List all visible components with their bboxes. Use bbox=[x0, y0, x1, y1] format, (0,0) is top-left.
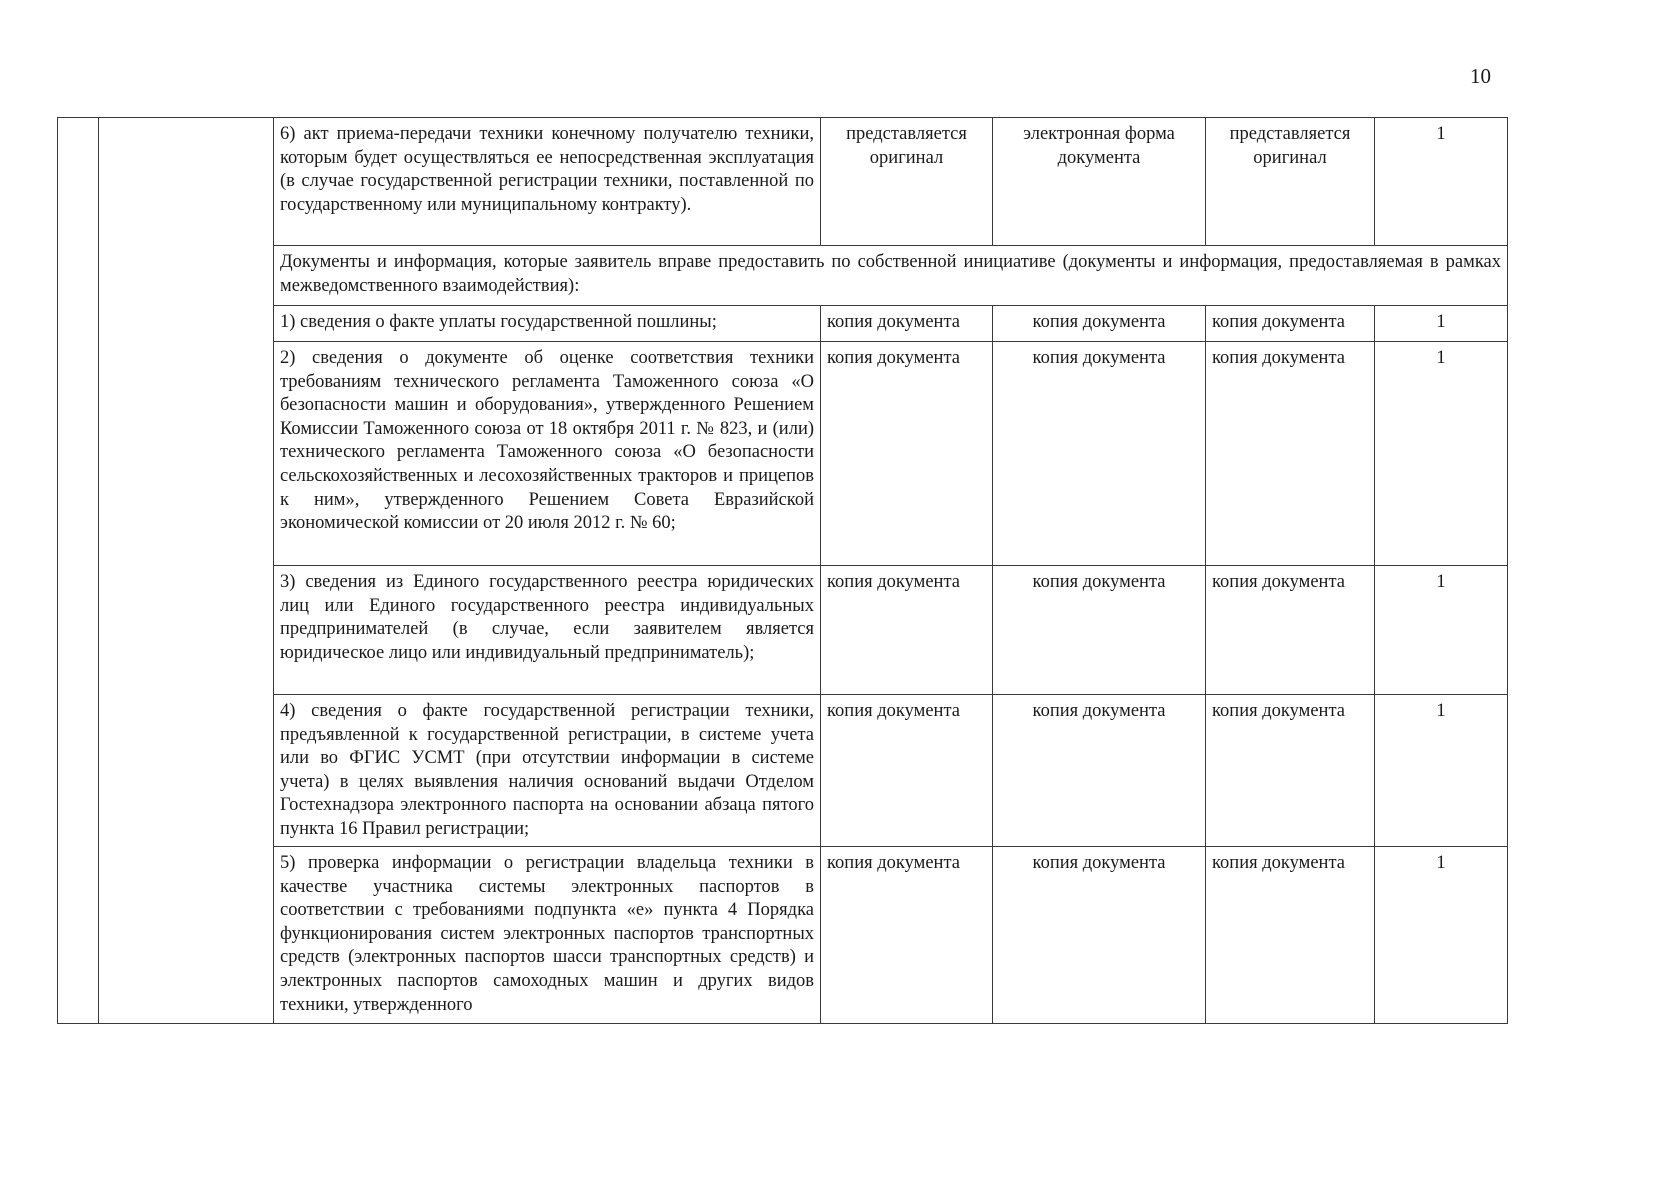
return-form-cell: копия документа bbox=[1206, 342, 1375, 566]
submission-form-cell: копия документа bbox=[993, 566, 1206, 695]
submission-form-cell: копия документа bbox=[993, 342, 1206, 566]
count-cell: 1 bbox=[1375, 847, 1508, 1024]
submission-form-cell: копия документа bbox=[993, 306, 1206, 342]
count-cell: 1 bbox=[1375, 306, 1508, 342]
count-cell: 1 bbox=[1375, 342, 1508, 566]
document-description: 6) акт приема-передачи техники конечному получателю техники, которым будет осуществляться ее непосредственная эксплуатация (в случае государственной регистрации техники, поставленной по государственному или муниципальному контракту). bbox=[274, 118, 821, 246]
presentation-form-cell: копия документа bbox=[821, 306, 993, 342]
return-form-cell: копия документа bbox=[1206, 566, 1375, 695]
presentation-form-cell: копия документа bbox=[821, 342, 993, 566]
count-cell: 1 bbox=[1375, 118, 1508, 246]
document-description: 5) проверка информации о регистрации владельца техники в качестве участника системы электронных паспортов в соответствии с требованиями подпункта «е» пункта 4 Порядка функционирования систем электронных паспортов транспортных средств (электронных паспортов шасси транспортных средств) и электронных паспортов самоходных машин и других видов техники, утвержденного bbox=[274, 847, 821, 1024]
page-number: 10 bbox=[1470, 64, 1491, 88]
submission-form-cell: копия документа bbox=[993, 847, 1206, 1024]
document-description: 4) сведения о факте государственной регистрации техники, предъявленной к государственной регистрации, в системе учета или во ФГИС УСМТ (при отсутствии информации в системе учета) в целях выявления наличия оснований выдачи Отделом Гостехнадзора электронного паспорта на основании абзаца пятого пункта 16 Правил регистрации; bbox=[274, 695, 821, 847]
table-row bbox=[58, 306, 1508, 342]
table-row bbox=[58, 847, 1508, 1024]
submission-form-cell: копия документа bbox=[993, 695, 1206, 847]
table-row bbox=[58, 118, 1508, 246]
section-header-row bbox=[58, 246, 1508, 306]
procedure-column-cell bbox=[99, 118, 274, 1024]
return-form-cell: представляется оригинал bbox=[1206, 118, 1375, 246]
table-row bbox=[58, 342, 1508, 566]
count-cell: 1 bbox=[1375, 566, 1508, 695]
section-header: Документы и информация, которые заявитель вправе предоставить по собственной инициативе (документы и информация, предоставляемая в рамках межведомственного взаимодействия): bbox=[274, 246, 1508, 306]
count-cell: 1 bbox=[1375, 695, 1508, 847]
return-form-cell: копия документа bbox=[1206, 695, 1375, 847]
document-description: 1) сведения о факте уплаты государственной пошлины; bbox=[274, 306, 821, 342]
document-description: 3) сведения из Единого государственного реестра юридических лиц или Единого государственного реестра индивидуальных предпринимателей (в случае, если заявителем является юридическое лицо или индивидуальный предприниматель); bbox=[274, 566, 821, 695]
table-row bbox=[58, 566, 1508, 695]
documents-table bbox=[57, 117, 1508, 1024]
return-form-cell: копия документа bbox=[1206, 306, 1375, 342]
presentation-form-cell: копия документа bbox=[821, 695, 993, 847]
number-column-cell bbox=[58, 118, 99, 1024]
return-form-cell: копия документа bbox=[1206, 847, 1375, 1024]
document-description: 2) сведения о документе об оценке соответствия техники требованиям технического регламента Таможенного союза «О безопасности машин и оборудования», утвержденного Решением Комиссии Таможенного союза от 18 октября 2011 г. № 823, и (или) технического регламента Таможенного союза «О безопасности сельскохозяйственных и лесохозяйственных тракторов и прицепов к ним», утвержденного Решением Совета Евразийской экономической комиссии от 20 июля 2012 г. № 60; bbox=[274, 342, 821, 566]
submission-form-cell: электронная форма документа bbox=[993, 118, 1206, 246]
table-row bbox=[58, 695, 1508, 847]
presentation-form-cell: представляется оригинал bbox=[821, 118, 993, 246]
presentation-form-cell: копия документа bbox=[821, 847, 993, 1024]
presentation-form-cell: копия документа bbox=[821, 566, 993, 695]
